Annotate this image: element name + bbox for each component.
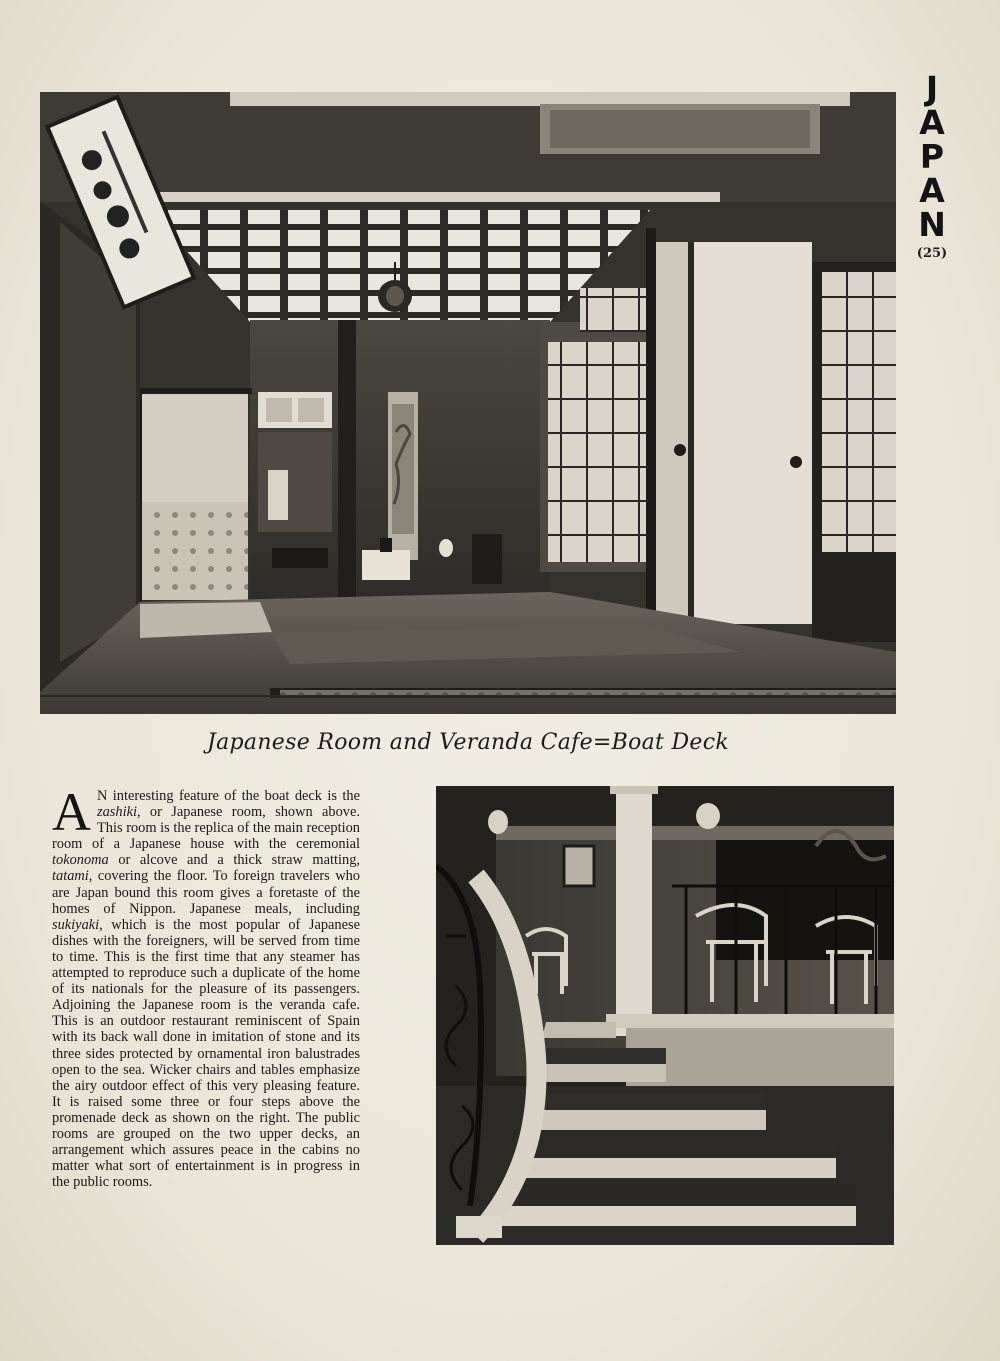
article-italic-term: sukiyaki xyxy=(52,916,100,933)
running-head-letter: A xyxy=(919,171,945,210)
drop-cap: A xyxy=(52,782,91,842)
page-number: (25) xyxy=(916,246,948,261)
article-italic-term: tatami xyxy=(52,868,89,885)
running-head-letter: A xyxy=(919,103,945,142)
japanese-room-illustration xyxy=(40,92,896,714)
running-head-letter: N xyxy=(918,205,946,244)
japanese-room-photo xyxy=(40,92,896,714)
article-text-segment: , or Japanese room, shown above. This room is the replica of the main reception room of a Japanese house with the ceremonial xyxy=(52,804,360,853)
veranda-cafe-illustration xyxy=(436,786,894,1245)
photo-caption: Japanese Room and Veranda Cafe=Boat Deck xyxy=(207,730,729,755)
veranda-cafe-photo xyxy=(436,786,894,1245)
article-text-segment: , which is the most popular of Japanese dishes with the foreigners, will be served from time to time. This is the first time that any steamer has attempted to reproduce such a duplicate of the home of its nationals for the pleasure of its passengers. Adjoining the Japanese room is the veranda cafe. This is an outdoor restaurant reminiscent of Spain with its back wall done in imitation of stone and its three sides protected by ornamental iron balustrades open to the sea. Wicker chairs and tables emphasize the airy outdoor effect of this very pleasing feature. It is raised some three or four steps above the promenade deck as shown on the right. The public rooms are grouped on the two upper decks, an arrangement which assures peace in the cabins no matter what sort of entertainment is in progress in the public rooms. xyxy=(52,916,360,1191)
article-italic-term: zashiki xyxy=(97,804,137,821)
running-head-letter: P xyxy=(919,137,945,176)
running-head-letter: J xyxy=(925,69,939,108)
article-italic-term: tokonoma xyxy=(52,852,109,869)
vertical-running-head xyxy=(912,69,952,244)
article-text-segment: or alcove and a thick straw matting, xyxy=(108,852,360,869)
article-text-segment: , covering the floor. To foreign travelers who are Japan bound this room gives a foretaste of the homes of Nippon. Japanese meals, including xyxy=(52,868,360,917)
article-text-segment: N interesting feature of the boat deck is the xyxy=(97,788,360,804)
article-body xyxy=(52,782,360,1191)
